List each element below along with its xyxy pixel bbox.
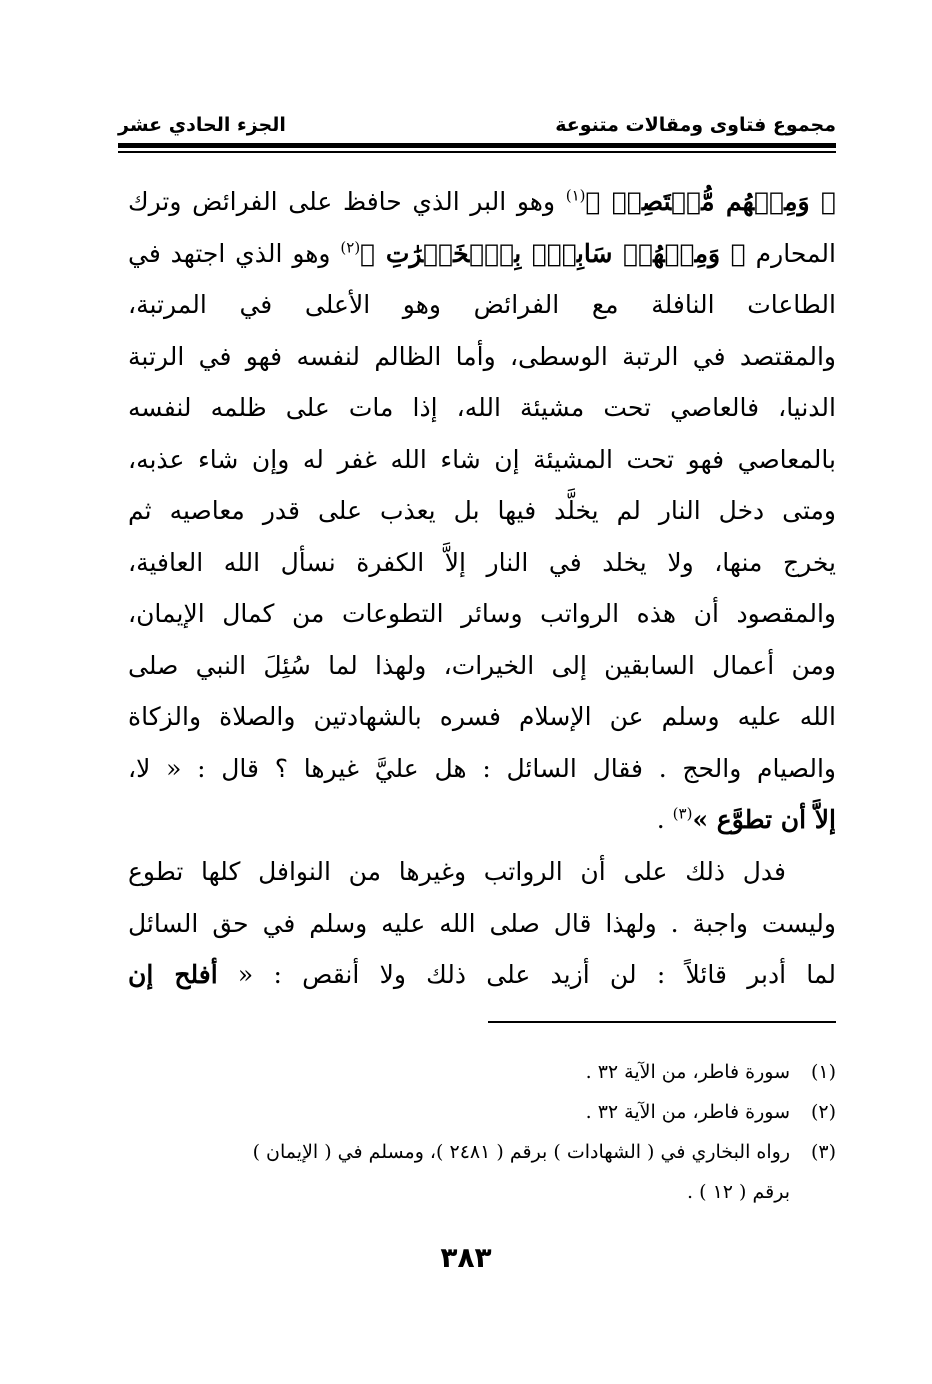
text-line: والمقتصد في الرتبة الوسطى، وأما الظالم لنفسه فهو في الرتبة (128, 341, 836, 371)
footnote-separator (488, 1021, 836, 1023)
text-run: لما أدبر قائلاً : لن أزيد على ذلك ولا أنقص : « (217, 960, 836, 989)
footnotes (128, 1052, 836, 1212)
footnote-text: سورة فاطر، من الآية ٣٢ . (585, 1101, 790, 1123)
footnote-item (128, 1052, 836, 1092)
text-line: الدنيا، فالعاصي تحت مشيئة الله، إذا مات على ظلمه لنفسه (128, 393, 836, 422)
hadith-quote: أفلح إن (128, 960, 218, 989)
header-rule-thick (118, 143, 836, 148)
text-line: والصيام والحج . فقال السائل : هل عليَّ غيرها ؟ قال : « لا، (128, 753, 836, 783)
footnote-ref: (٢) (340, 238, 361, 257)
main-paragraph (128, 176, 836, 846)
text-line (128, 176, 836, 228)
text-run: وهو الذي اجتهد في (128, 238, 341, 268)
text-run: وهو البر الذي حافظ على الفرائض وترك (128, 187, 566, 216)
text-line: ومتى دخل النار لم يخلَّد فيها بل يعذب على قدر معاصيه ثم (128, 496, 836, 525)
footnote-number: (٣) (810, 1141, 836, 1163)
quran-verse: ﴿ وَمِنۡهُم مُّقۡتَصِدٞ ﴾ (585, 187, 836, 216)
text-run: المحارم (745, 238, 836, 268)
text-line: الطاعات النافلة مع الفرائض وهو الأعلى في المرتبة، (128, 290, 836, 319)
page-number: ٣٨٣ (440, 1241, 492, 1274)
text-line: بالمعاصي فهو تحت المشيئة إن شاء الله غفر له وإن شاء عذبه، (128, 444, 836, 474)
footnote-text-line: برقم ( ١٢ ) . (687, 1181, 790, 1203)
volume-label: الجزء الحادي عشر (118, 114, 286, 136)
text-line (128, 794, 836, 846)
book-title: مجموع فتاوى ومقالات متنوعة (555, 114, 836, 136)
text-line: والمقصود أن هذه الرواتب وسائر التطوعات من كمال الإيمان، (128, 599, 836, 628)
text-line: يخرج منها، ولا يخلد في النار إلاَّ الكفرة نسأل الله العافية، (128, 547, 836, 577)
text-line (128, 949, 836, 1001)
footnote-item (128, 1092, 836, 1132)
footnote-text: سورة فاطر، من الآية ٣٢ . (585, 1061, 790, 1083)
footnote-number: (٢) (810, 1101, 836, 1123)
text-line: ومن أعمال السابقين إلى الخيرات، ولهذا لما سُئِلَ النبي صلى (128, 650, 836, 680)
text-line: وليست واجبة . ولهذا قال صلى الله عليه وسلم في حق السائل (128, 908, 836, 938)
text-line: الله عليه وسلم عن الإسلام فسره بالشهادتين والصلاة والزكاة (128, 702, 836, 731)
footnote-text-line: رواه البخاري في ( الشهادات ) برقم ( ٢٤٨١ )، ومسلم في ( الإيمان ) (252, 1141, 790, 1163)
footnote-number: (١) (810, 1061, 836, 1083)
text-run: . (656, 805, 673, 834)
footnote-text (128, 1132, 790, 1212)
running-header (118, 104, 836, 144)
footnote-ref: (٣) (672, 804, 693, 823)
header-rule-thin (118, 151, 836, 153)
second-paragraph (128, 846, 836, 1001)
text-line: فدل ذلك على أن الرواتب وغيرها من النوافل كلها تطوع (128, 857, 786, 886)
footnote-ref: (١) (565, 186, 586, 205)
footnote-item (128, 1132, 836, 1212)
text-line (128, 228, 836, 280)
hadith-quote: إلاَّ أن تطوَّع » (692, 805, 836, 834)
quran-verse: ﴿ وَمِنۡهُمۡ سَابِقُۢ بِٱلۡخَيۡرَٰتِ ﴾ (360, 238, 746, 268)
